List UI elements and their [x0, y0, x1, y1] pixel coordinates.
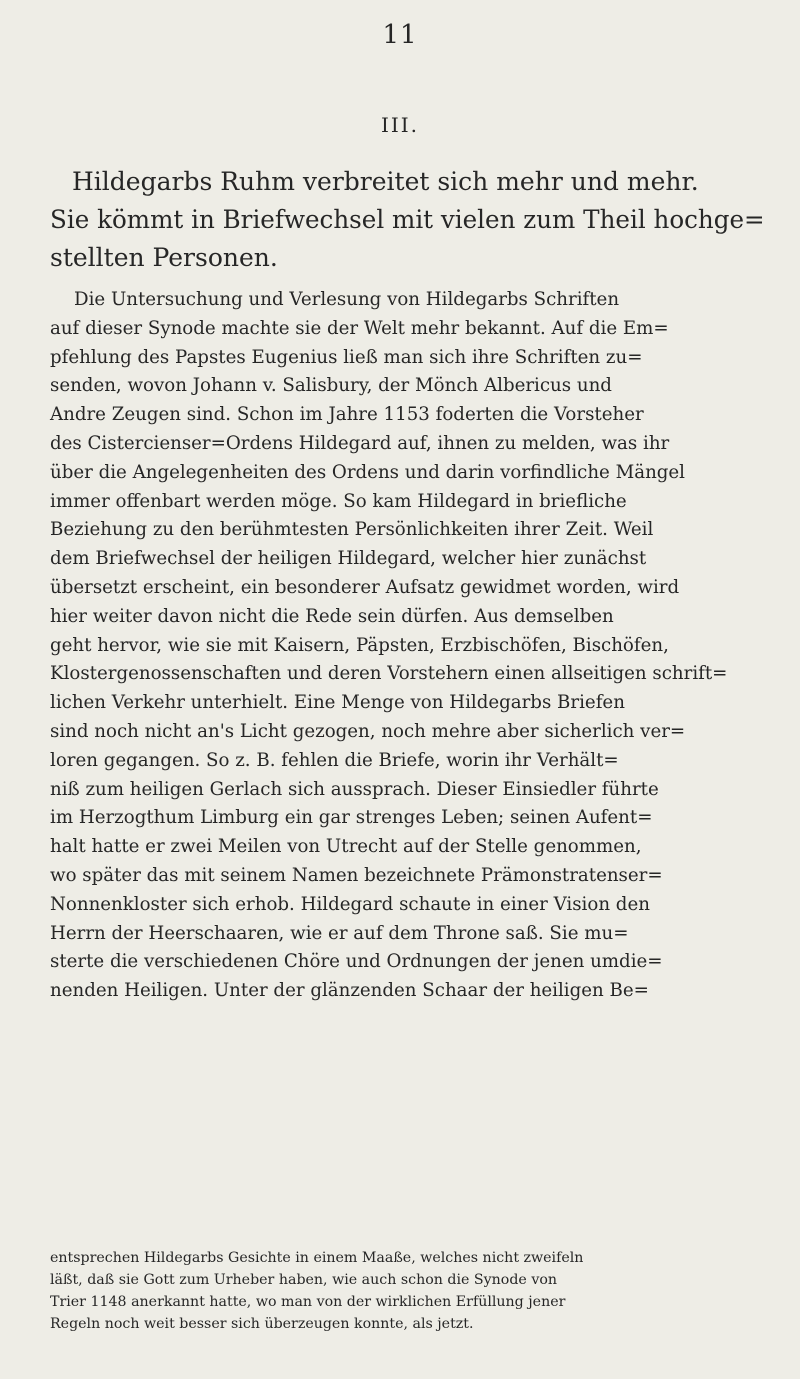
summary-line: Hildegarbs Ruhm verbreitet sich mehr und mehr.: [72, 167, 699, 196]
text-line: übersetzt erscheint, ein besonderer Aufsatz gewidmet worden, wird: [50, 576, 680, 598]
section-heading: III.: [380, 113, 420, 137]
text-line: halt hatte er zwei Meilen von Utrecht auf der Stelle genommen,: [50, 836, 642, 858]
summary-line: Sie kömmt in Briefwechsel mit vielen zum Theil hochge=: [50, 205, 765, 234]
text-line: über die Angelegenheiten des Ordens und darin vorfindliche Mängel: [50, 461, 685, 483]
text-line: Beziehung zu den berühmtesten Persönlichkeiten ihrer Zeit. Weil: [50, 519, 654, 541]
text-line: wo später das mit seinem Namen bezeichnete Prämonstratenser=: [50, 864, 663, 886]
text-line: Andre Zeugen sind. Schon im Jahre 1153 foderten die Vorsteher: [50, 404, 644, 426]
text-line: Klostergenossenschaften und deren Vorstehern einen allseitigen schrift=: [50, 663, 728, 685]
text-line: im Herzogthum Limburg ein gar strenges Leben; seinen Aufent=: [50, 807, 653, 829]
text-line: Herrn der Heerschaaren, wie er auf dem Throne saß. Sie mu=: [50, 922, 629, 944]
summary-line: stellten Personen.: [50, 243, 278, 272]
text-line: lichen Verkehr unterhielt. Eine Menge von Hildegarbs Briefen: [50, 692, 625, 714]
text-line: immer offenbart werden möge. So kam Hildegard in briefliche: [50, 490, 627, 512]
body-paragraph: [50, 286, 765, 1006]
text-line: pfehlung des Papstes Eugenius ließ man sich ihre Schriften zu=: [50, 346, 643, 368]
text-line: geht hervor, wie sie mit Kaisern, Päpsten, Erzbischöfen, Bischöfen,: [50, 634, 669, 656]
text-line: dem Briefwechsel der heiligen Hildegard, welcher hier zunächst: [50, 548, 647, 570]
text-line: hier weiter davon nicht die Rede sein dürfen. Aus demselben: [50, 605, 614, 627]
page-number: 11: [382, 20, 418, 50]
text-line: sterte die verschiedenen Chöre und Ordnungen der jenen umdie=: [50, 951, 663, 973]
text-line: senden, wovon Johann v. Salisbury, der Mönch Albericus und: [50, 375, 612, 397]
text-line: loren gegangen. So z. B. fehlen die Briefe, worin ihr Verhält=: [50, 749, 619, 771]
chapter-summary: [50, 163, 765, 277]
text-line: sind noch nicht an's Licht gezogen, noch mehre aber sicherlich ver=: [50, 720, 686, 742]
text-line: Nonnenkloster sich erhob. Hildegard schaute in einer Vision den: [50, 893, 650, 915]
text-line: niß zum heiligen Gerlach sich aussprach. Dieser Einsiedler führte: [50, 778, 659, 800]
text-line: nenden Heiligen. Unter der glänzenden Schaar der heiligen Be=: [50, 980, 649, 1002]
footnote-line: Trier 1148 anerkannt hatte, wo man von der wirklichen Erfüllung jener: [50, 1294, 566, 1310]
footnote-line: entsprechen Hildegarbs Gesichte in einem Maaße, welches nicht zweifeln: [50, 1250, 584, 1266]
footnote-line: Regeln noch weit besser sich überzeugen konnte, als jetzt.: [50, 1316, 474, 1332]
text-line: des Cistercienser=Ordens Hildegard auf, ihnen zu melden, was ihr: [50, 432, 670, 454]
footnote-line: läßt, daß sie Gott zum Urheber haben, wie auch schon die Synode von: [50, 1272, 558, 1288]
footnote: [50, 1247, 765, 1335]
text-line: Die Untersuchung und Verlesung von Hildegarbs Schriften: [74, 289, 620, 310]
text-line: auf dieser Synode machte sie der Welt mehr bekannt. Auf die Em=: [50, 317, 669, 339]
